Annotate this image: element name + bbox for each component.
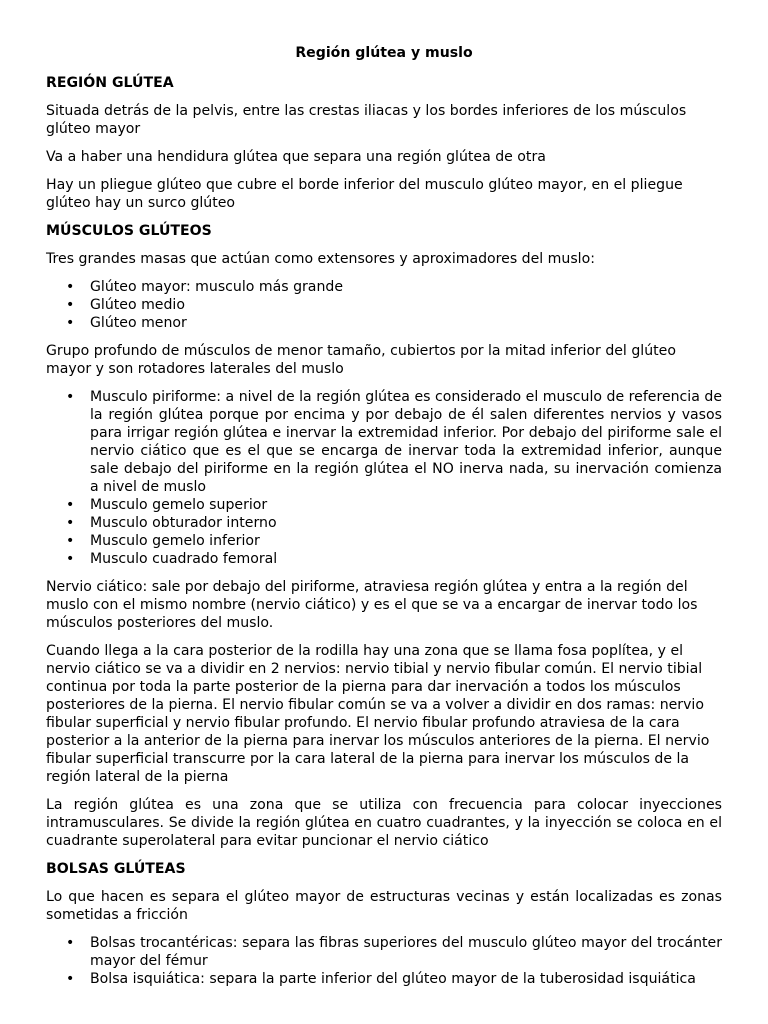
paragraph: Hay un pliegue glúteo que cubre el borde inferior del musculo glúteo mayor, en el pliegue glúteo hay un surco glúteo — [46, 177, 683, 211]
document-title: Región glútea y muslo — [295, 45, 473, 61]
list-item: • Glúteo mayor: musculo más grande — [90, 278, 722, 296]
paragraph: Nervio ciático: sale por debajo del piriforme, atraviesa región glútea y entra a la región del muslo con el mismo nombre (nervio ciático) y es el que se va a encargar de inervar todo los músculos posteriores del muslo. — [46, 579, 698, 631]
list-item: • Musculo piriforme: a nivel de la región glútea es considerado el musculo de referencia de la región glútea porque por encima y por debajo de él salen diferentes nervios y vasos para irrigar región glútea e inervar la extremidad inferior. Por debajo del piriforme sale el nervio ciático que es el que se encarga de inervar toda la extremidad inferior, aunque sale debajo del piriforme en la región glútea el NO inerva nada, su inervación comienza a nivel de muslo — [90, 388, 722, 496]
list-item: • Musculo cuadrado femoral — [90, 550, 722, 568]
list-item: • Bolsas trocantéricas: separa las fibras superiores del musculo glúteo mayor del trocánter mayor del fémur — [90, 934, 722, 970]
paragraph: Tres grandes masas que actúan como extensores y aproximadores del muslo: — [46, 251, 595, 267]
section-heading-bolsas-gluteas: BOLSAS GLÚTEAS — [46, 861, 186, 877]
section-heading-region-glutea: REGIÓN GLÚTEA — [46, 75, 174, 91]
list-item: • Musculo gemelo inferior — [90, 532, 722, 550]
list-item: • Musculo obturador interno — [90, 514, 722, 532]
bullet-list — [46, 388, 722, 568]
list-item: • Bolsa isquiática: separa la parte inferior del glúteo mayor de la tuberosidad isquiática — [90, 970, 722, 988]
section-heading-musculos-gluteos: MÚSCULOS GLÚTEOS — [46, 223, 212, 239]
bullet-list — [46, 934, 722, 988]
paragraph: Grupo profundo de músculos de menor tamaño, cubiertos por la mitad inferior del glúteo mayor y son rotadores laterales del muslo — [46, 343, 676, 377]
paragraph: Situada detrás de la pelvis, entre las crestas iliacas y los bordes inferiores de los músculos glúteo mayor — [46, 103, 687, 137]
paragraph: La región glútea es una zona que se utiliza con frecuencia para colocar inyecciones intramusculares. Se divide la región glútea en cuatro cuadrantes, y la inyección se coloca en el cuadrante superolateral para evitar puncionar el nervio ciático — [46, 797, 722, 849]
paragraph: Cuando llega a la cara posterior de la rodilla hay una zona que se llama fosa poplítea, y el nervio ciático se va a dividir en 2 nervios: nervio tibial y nervio fibular común. El nervio tibial continua por toda la parte posterior de la pierna para dar inervación a todos los músculos posteriores de la pierna. El nervio fibular común se va a volver a dividir en dos ramas: nervio fibular superficial y nervio fibular profundo. El nervio fibular profundo atraviesa de la cara posterior a la anterior de la pierna para inervar los músculos anteriores de la pierna. El nervio fibular superficial transcurre por la cara lateral de la pierna para inervar los músculos de la región lateral de la pierna — [46, 643, 710, 785]
paragraph: Lo que hacen es separa el glúteo mayor de estructuras vecinas y están localizadas es zonas sometidas a fricción — [46, 889, 722, 923]
list-item: • Glúteo medio — [90, 296, 722, 314]
bullet-list — [46, 278, 722, 332]
paragraph: Va a haber una hendidura glútea que separa una región glútea de otra — [46, 149, 546, 165]
list-item: • Glúteo menor — [90, 314, 722, 332]
list-item: • Musculo gemelo superior — [90, 496, 722, 514]
